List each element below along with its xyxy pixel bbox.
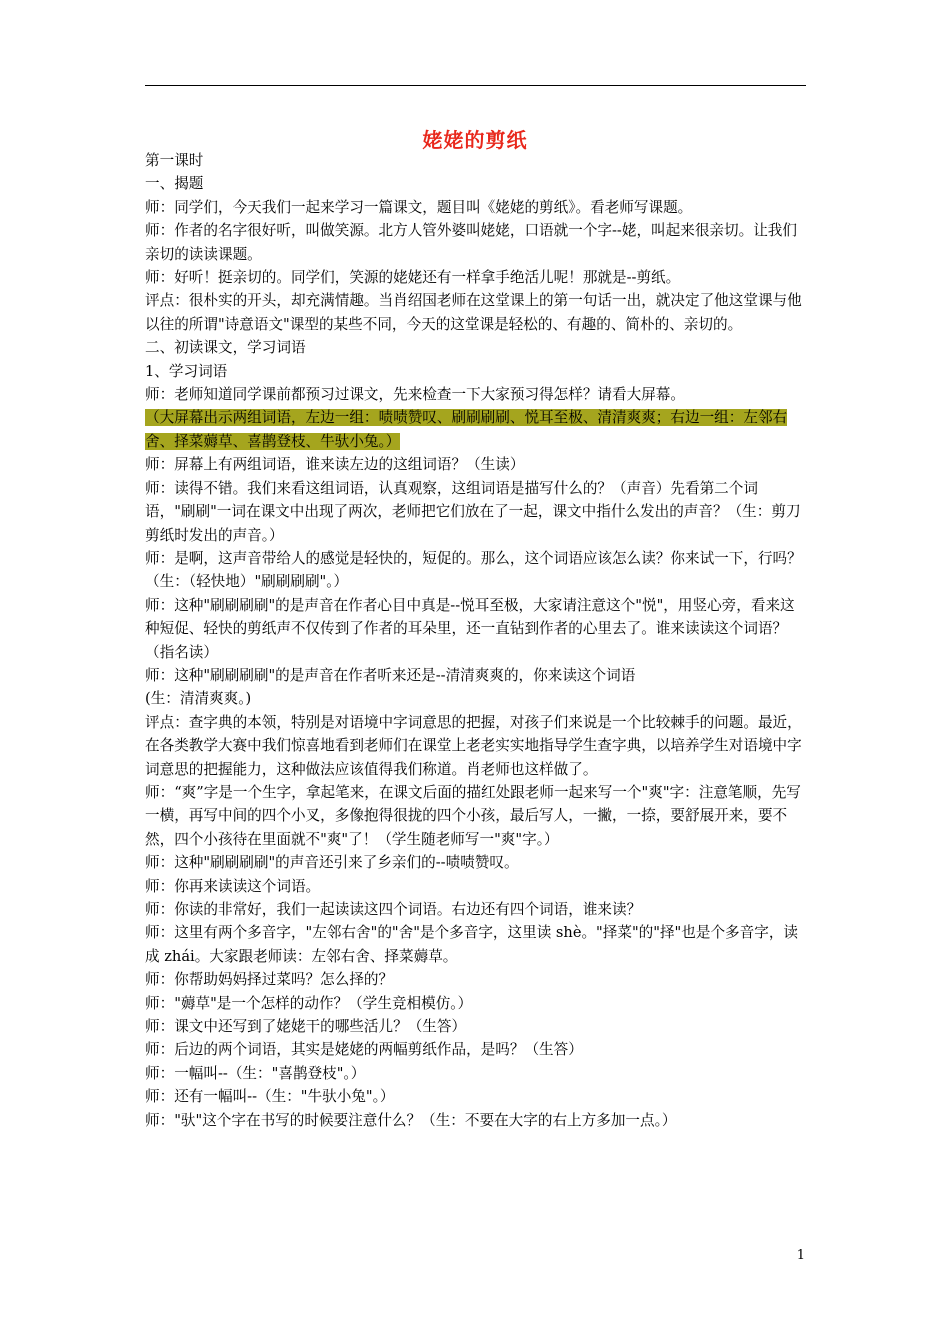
text-line: (生：清清爽爽。) bbox=[145, 690, 252, 708]
header-rule bbox=[145, 85, 806, 86]
text-line: 师：是啊，这声音带给人的感觉是轻快的，短促的。那么，这个词语应该怎么读？你来试一下，行吗？（生：（轻快地）"刷刷刷刷"。） bbox=[145, 549, 802, 591]
text-line: 第一课时 bbox=[145, 152, 204, 169]
text-line: 师：还有一幅叫--（生："牛驮小兔"。） bbox=[145, 1088, 395, 1106]
document-body bbox=[145, 149, 807, 1132]
text-line: 师：这种"刷刷刷刷"的声音还引来了乡亲们的--啧啧赞叹。 bbox=[145, 854, 519, 872]
text-line: 师："薅草"是一个怎样的动作？（学生竞相模仿。） bbox=[145, 994, 473, 1012]
text-line: 1、学习词语 bbox=[145, 362, 228, 380]
highlighted-text-line bbox=[145, 406, 807, 453]
text-line: 师：作者的名字很好听，叫做笑源。北方人管外婆叫姥姥，口语就一个字--姥，叫起来很亲切。让我们亲切的读读课题。 bbox=[145, 222, 797, 263]
text-line: 师：老师知道同学课前都预习过课文，先来检查一下大家预习得怎样？请看大屏幕。 bbox=[145, 386, 685, 404]
text-line: 师：这种"刷刷刷刷"的是声音在作者听来还是--清清爽爽的，你来读这个词语 bbox=[145, 666, 636, 684]
text-line: 评点：很朴实的开头，却充满情趣。当肖绍国老师在这堂课上的第一句话一出，就决定了他这堂课与他以往的所谓"诗意语文"课型的某些不同，今天的这堂课是轻松的、有趣的、简朴的、亲切的。 bbox=[145, 292, 802, 333]
text-line: 一、揭题 bbox=[145, 175, 204, 193]
highlight: （大屏幕出示两组词语，左边一组：啧啧赞叹、刷刷刷刷、悦耳至极、清清爽爽；右边一组：左邻右舍、择菜薅草、喜鹊登枝、牛驮小兔。） bbox=[145, 409, 788, 450]
text-line: 师：屏幕上有两组词语，谁来读左边的这组词语？（生读） bbox=[145, 456, 525, 474]
text-line: 评点：查字典的本领，特别是对语境中字词意思的把握，对孩子们来说是一个比较棘手的问题。最近，在各类教学大赛中我们惊喜地看到老师们在课堂上老老实实地指导学生查字典，以培养学生对语境中字词意思的把握能力，这种做法应该值得我们称道。肖老师也这样做了。 bbox=[145, 713, 802, 778]
text-line: 师：这种"刷刷刷刷"的是声音在作者心目中真是--悦耳至极，大家请注意这个"悦"，用竖心旁，看来这种短促、轻快的剪纸声不仅传到了作者的耳朵里，还一直钻到作者的心里去了。谁来读读这个词语？（指名读） bbox=[145, 596, 795, 661]
text-line: 师：同学们，今天我们一起来学习一篇课文，题目叫《姥姥的剪纸》。看老师写课题。 bbox=[145, 198, 693, 216]
text-line: 师：后边的两个词语，其实是姥姥的两幅剪纸作品，是吗？（生答） bbox=[145, 1041, 583, 1059]
text-line: 师：你读的非常好，我们一起读读这四个词语。右边还有四个词语，谁来读？ bbox=[145, 901, 642, 918]
text-line: 师：读得不错。我们来看这组词语，认真观察，这组词语是描写什么的？（声音）先看第二个词语，"刷刷"一词在课文中出现了两次，老师把它们放在了一起，课文中指什么发出的声音？（生：剪刀剪纸时发出的声音。） bbox=[145, 479, 801, 544]
text-line: 二、初读课文，学习词语 bbox=[145, 339, 306, 357]
text-line: 师：你帮助妈妈择过菜吗？怎么择的？ bbox=[145, 971, 394, 989]
text-line: 师：你再来读读这个词语。 bbox=[145, 877, 321, 895]
page-number: 1 bbox=[796, 1248, 805, 1263]
text-line: 师："驮"这个字在书写的时候要注意什么？（生：不要在大字的右上方多加一点。） bbox=[145, 1111, 677, 1129]
document-title: 姥姥的剪纸 bbox=[422, 128, 528, 152]
text-line: 师：课文中还写到了姥姥干的哪些活儿？（生答） bbox=[145, 1018, 467, 1036]
text-line: 师：好听！挺亲切的。同学们，笑源的姥姥还有一样拿手绝活儿呢！那就是--剪纸。 bbox=[145, 269, 681, 287]
text-line: 师：一幅叫--（生："喜鹊登枝"。） bbox=[145, 1064, 366, 1082]
text-line: 师：“爽”字是一个生字，拿起笔来，在课文后面的描红处跟老师一起来写一个"爽"字：注意笔顺，先写一横，再写中间的四个小叉，多像抱得很拢的四个小孩，最后写人，一撇，一捺，要舒展开来，要不然，四个小孩待在里面就不"爽"了！（学生随老师写一"爽"字。） bbox=[145, 783, 801, 848]
text-line: 师：这里有两个多音字，"左邻右舍"的"舍"是个多音字，这里读 shè。"择菜"的"择"也是个多音字，读成 zhái。大家跟老师读：左邻右舍、择菜薅草。 bbox=[145, 924, 799, 965]
